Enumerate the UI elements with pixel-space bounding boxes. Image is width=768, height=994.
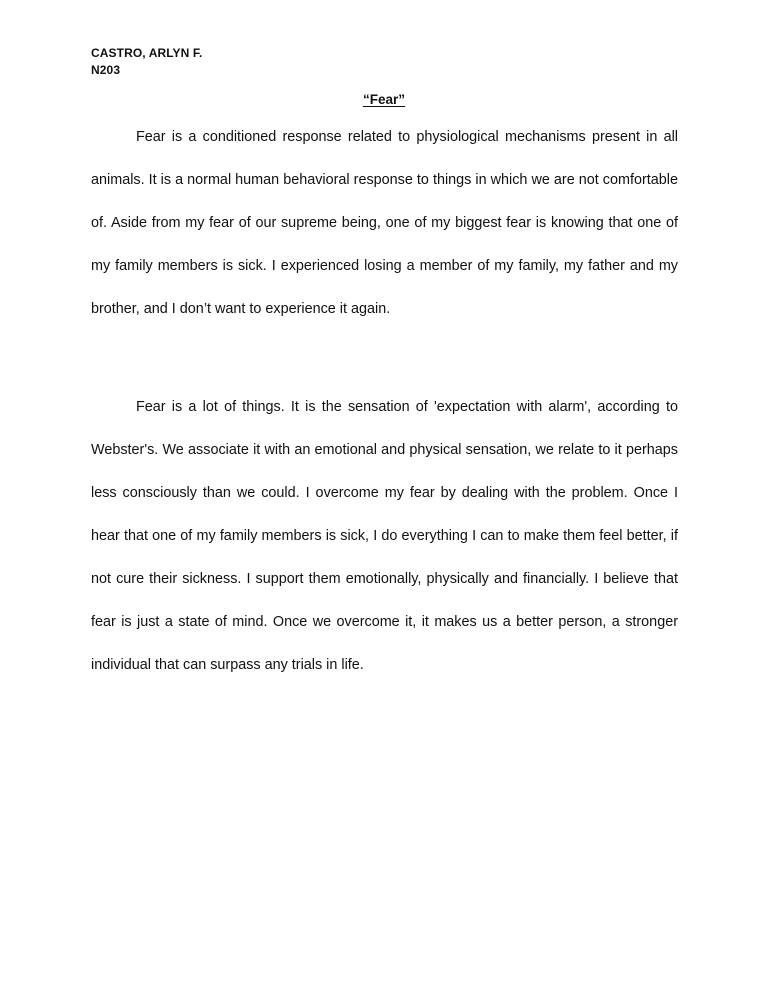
author-name: CASTRO, ARLYN F. [91, 46, 203, 60]
paragraph-1 [91, 116, 678, 331]
essay-title: “Fear” [362, 92, 406, 107]
author-header [91, 45, 202, 79]
section-code: N203 [91, 63, 121, 77]
paragraph-text: Fear is a lot of things. It is the sensation of 'expectation with alarm', according to Webster's. We associate it with an emotional and physical sensation, we relate to it perhaps less consciously than we could. I overcome my fear by dealing with the problem. Once I hear that one of my family members is sick, I do everything I can to make them feel better, if not cure their sickness. I support them emotionally, physically and financially. I believe that fear is just a state of mind. Once we overcome it, it makes us a better person, a stronger individual that can surpass any trials in life. [91, 399, 678, 673]
paragraph-2 [91, 386, 678, 687]
paragraph-text: Fear is a conditioned response related to physiological mechanisms present in all animals. It is a normal human behavioral response to things in which we are not comfortable of. Aside from my fear of our supreme being, one of my biggest fear is knowing that one of my family members is sick. I experienced losing a member of my family, my father and my brother, and I don’t want to experience it again. [91, 129, 678, 317]
